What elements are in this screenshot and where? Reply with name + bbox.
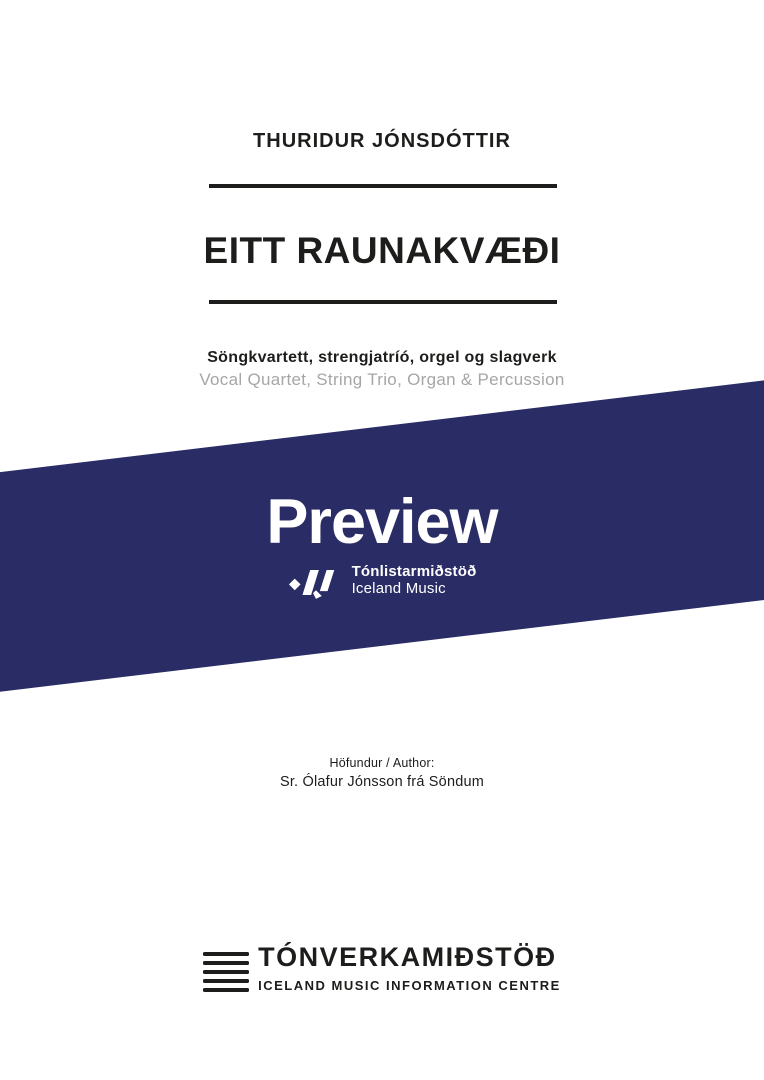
iceland-music-logo xyxy=(0,564,764,599)
staff-lines-icon xyxy=(203,952,249,992)
author-label: Höfundur / Author: xyxy=(329,756,435,770)
iceland-music-logo-text xyxy=(352,564,477,597)
composer-name: THURIDUR JÓNSDÓTTIR xyxy=(253,130,511,152)
instrumentation-icelandic: Söngkvartett, strengjatríó, orgel og slagverk xyxy=(207,349,557,366)
iceland-music-name: Tónlistarmiðstöð xyxy=(351,563,477,580)
author-name: Sr. Ólafur Jónsson frá Söndum xyxy=(279,774,485,790)
publisher-tagline: ICELAND MUSIC INFORMATION CENTRE xyxy=(258,978,561,993)
publisher-logo xyxy=(0,944,764,993)
iceland-music-subtitle: Iceland Music xyxy=(351,579,446,597)
preview-watermark: Preview xyxy=(266,487,498,557)
publisher-text xyxy=(258,944,561,993)
publisher-name: TÓNVERKAMIÐSTÖÐ xyxy=(258,942,557,972)
instrumentation-english: Vocal Quartet, String Trio, Organ & Percussion xyxy=(199,370,565,389)
iceland-music-mark-icon xyxy=(288,566,342,599)
work-title: EITT RAUNAKVÆÐI xyxy=(203,230,561,271)
